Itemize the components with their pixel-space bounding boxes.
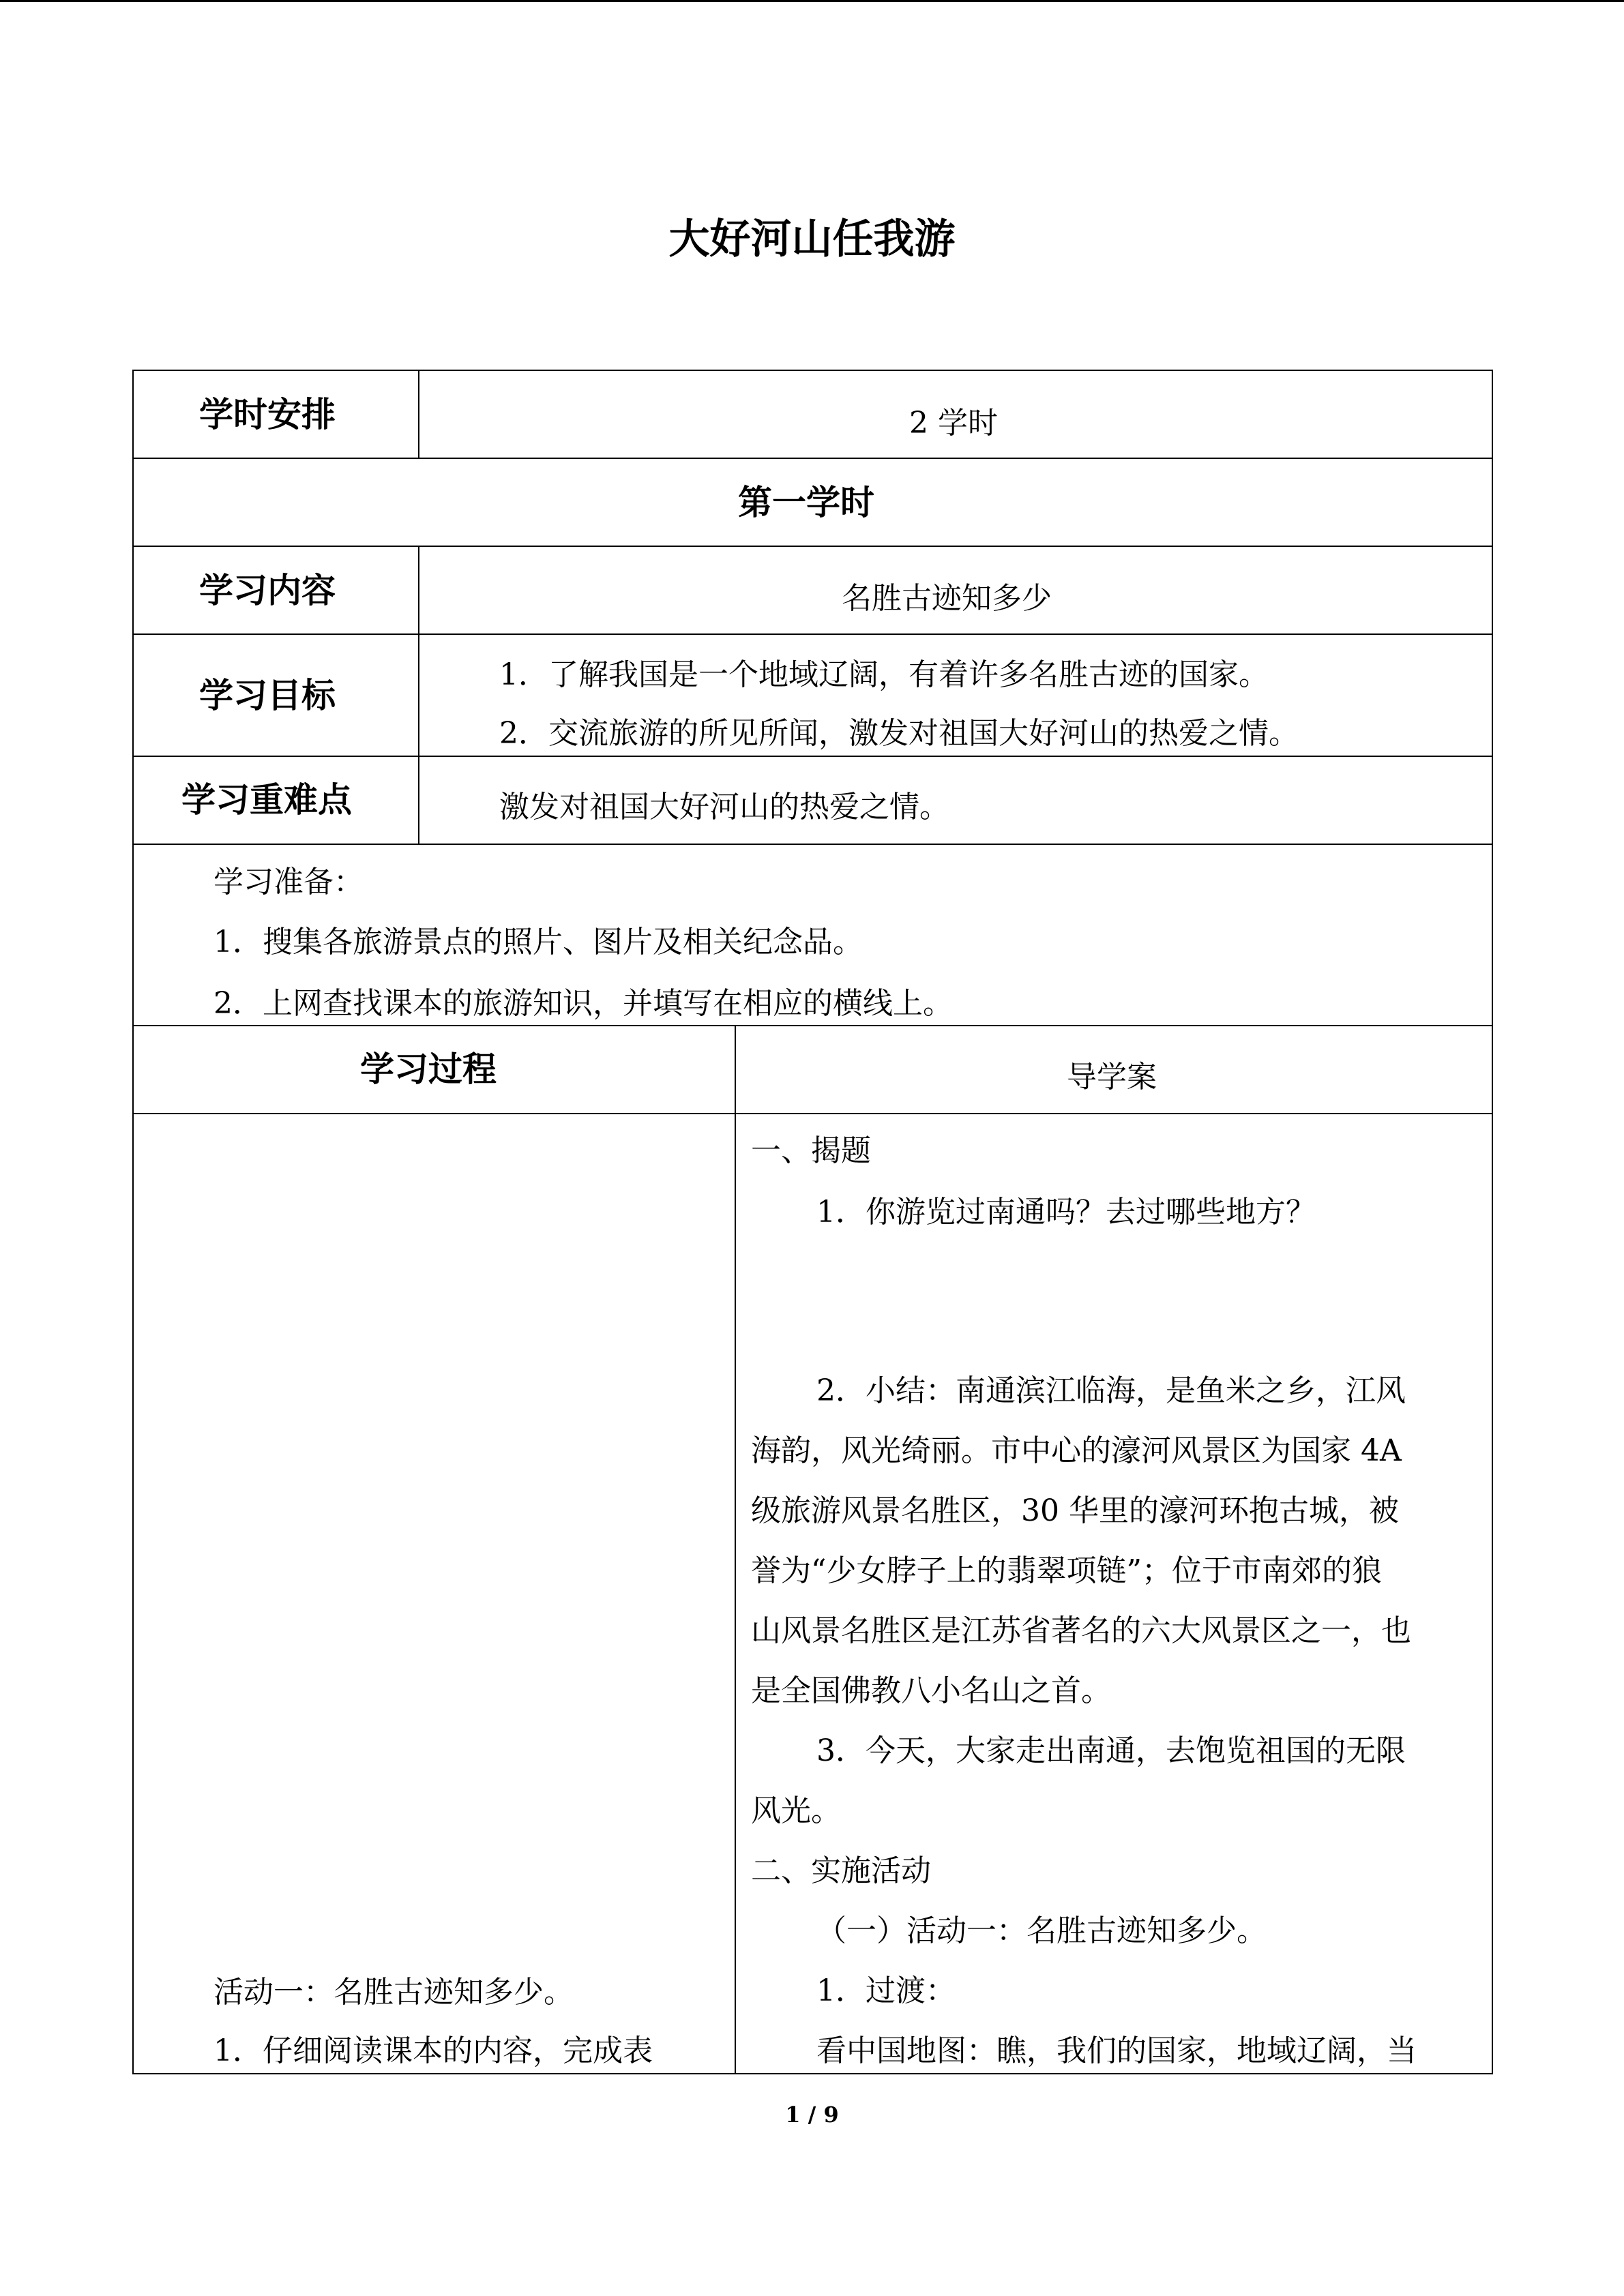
session-heading: 第一学时 — [738, 483, 874, 522]
prep-item: 1．搜集各旅游景点的照片、图片及相关纪念品。 — [213, 925, 863, 959]
guide-line: 1．你游览过南通吗？去过哪些地方？ — [816, 1195, 1316, 1229]
goal-item: 1．了解我国是一个地域辽阔，有着许多名胜古迹的国家。 — [499, 657, 1269, 692]
goals-label: 学习目标 — [199, 676, 336, 715]
process-line: 活动一：名胜古迹知多少。 — [213, 1975, 574, 2010]
page-number: 1 / 9 — [785, 2102, 839, 2128]
guide-line: 3．今天，大家走出南通，去饱览祖国的无限 — [816, 1733, 1406, 1768]
guide-line: 是全国佛教八小名山之首。 — [751, 1673, 1111, 1708]
process-header: 学习过程 — [360, 1049, 497, 1089]
guide-header: 导学案 — [1067, 1060, 1157, 1094]
guide-line: 山风景名胜区是江苏省著名的六大风景区之一，也 — [751, 1613, 1411, 1648]
page-top-border — [0, 0, 1624, 2]
schedule-label: 学时安排 — [199, 395, 336, 434]
guide-line: 级旅游风景名胜区，30 华里的濠河环抱古城，被 — [751, 1493, 1399, 1528]
content-label: 学习内容 — [199, 571, 336, 610]
guide-line: 风光。 — [751, 1793, 841, 1828]
guide-line: 一、揭题 — [751, 1133, 871, 1168]
guide-line: 海韵，风光绮丽。市中心的濠河风景区为国家 4A — [751, 1433, 1402, 1468]
guide-line: 二、实施活动 — [751, 1853, 931, 1888]
content-value: 名胜古迹知多少 — [842, 581, 1052, 616]
guide-line: （一）活动一：名胜古迹知多少。 — [816, 1913, 1267, 1948]
page-title: 大好河山任我游 — [668, 215, 956, 263]
prep-heading: 学习准备： — [213, 865, 364, 899]
keypoints-value: 激发对祖国大好河山的热爱之情。 — [499, 790, 949, 824]
guide-line: 1．过渡： — [816, 1973, 956, 2008]
guide-line: 看中国地图：瞧，我们的国家，地域辽阔，当 — [816, 2033, 1417, 2068]
goal-item: 2．交流旅游的所见所闻，激发对祖国大好河山的热爱之情。 — [499, 716, 1299, 751]
guide-line: 誉为“少女脖子上的翡翠项链”；位于市南郊的狼 — [751, 1553, 1382, 1588]
process-line: 1．仔细阅读课本的内容，完成表 — [213, 2033, 653, 2068]
cell-process-body — [132, 1113, 736, 2074]
schedule-value: 2 学时 — [909, 406, 998, 441]
keypoints-label: 学习重难点 — [181, 780, 352, 820]
prep-item: 2．上网查找课本的旅游知识，并填写在相应的横线上。 — [213, 986, 953, 1021]
guide-line: 2．小结：南通滨江临海，是鱼米之乡，江风 — [816, 1373, 1406, 1408]
